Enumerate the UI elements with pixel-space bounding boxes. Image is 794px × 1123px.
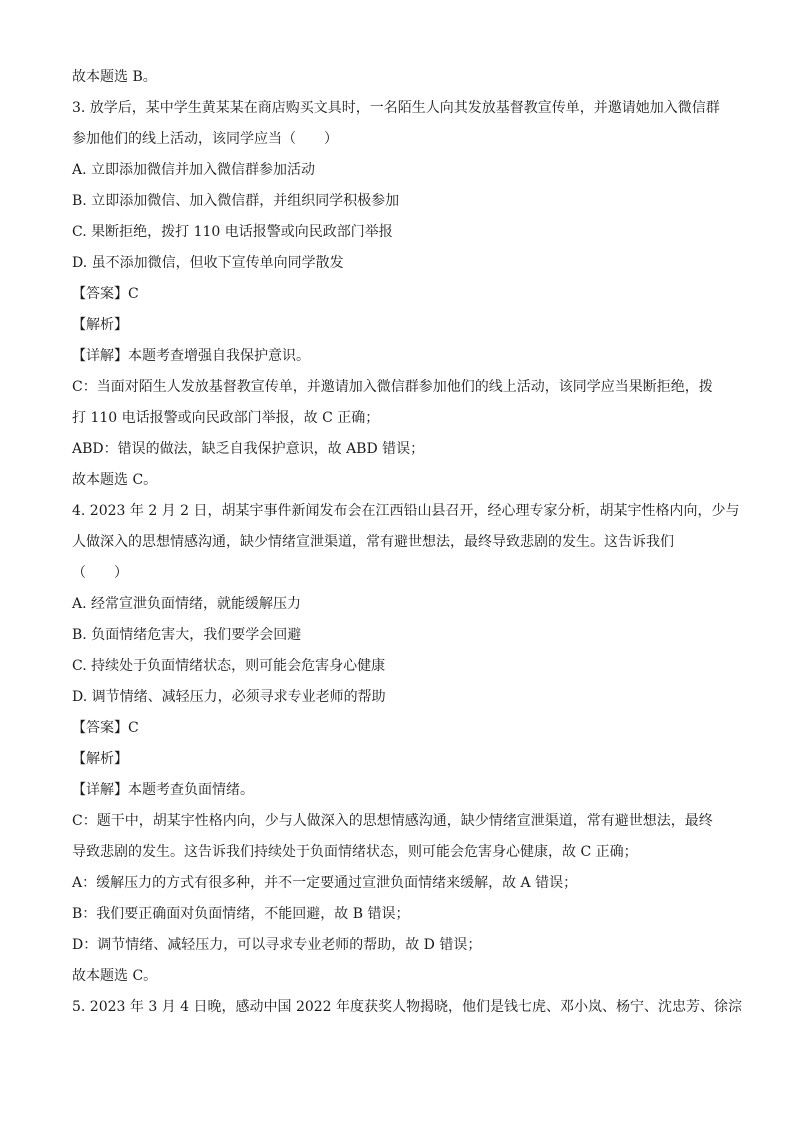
question-4-answer: 【答案】C xyxy=(72,720,139,736)
answer-conclusion-q3: 故本题选 C。 xyxy=(72,472,158,488)
question-3-option-c: C. 果断拒绝，拨打 110 电话报警或向民政部门举报 xyxy=(72,224,393,240)
question-4-detail-a: A：缓解压力的方式有很多种，并不一定要通过宣泄负面情绪来缓解，故 A 错误； xyxy=(72,875,578,891)
question-4-stem: 4. 2023 年 2 月 2 日，胡某宇事件新闻发布会在江西铅山县召开，经心理专家分析，胡某宇性格内向，少与 xyxy=(72,503,740,519)
answer-conclusion-q4: 故本题选 C。 xyxy=(72,968,158,984)
question-4-detail-c-cont: 导致悲剧的发生。这告诉我们持续处于负面情绪状态，则可能会危害身心健康，故 C 正确； xyxy=(72,844,638,860)
question-3-answer: 【答案】C xyxy=(72,286,139,302)
question-4-option-c: C. 持续处于负面情绪状态，则可能会危害身心健康 xyxy=(72,658,386,674)
question-4-analysis-heading: 【解析】 xyxy=(72,751,128,767)
question-4-detail: 【详解】本题考查负面情绪。 xyxy=(72,782,254,798)
question-3-option-d: D. 虽不添加微信，但收下宣传单向同学散发 xyxy=(72,255,344,271)
question-4-detail-b: B：我们要正确面对负面情绪，不能回避，故 B 错误； xyxy=(72,906,410,922)
question-3-option-b: B. 立即添加微信、加入微信群，并组织同学积极参加 xyxy=(72,193,400,209)
answer-conclusion-q2: 故本题选 B。 xyxy=(72,69,157,85)
question-4-option-b: B. 负面情绪危害大，我们要学会回避 xyxy=(72,627,302,643)
question-3-stem: 3. 放学后，某中学生黄某某在商店购买文具时，一名陌生人向其发放基督教宣传单，并邀请她加入微信群 xyxy=(72,100,720,116)
question-4-stem-cont: 人做深入的思想情感沟通，缺少情绪宣泄渠道，常有避世想法，最终导致悲剧的发生。这告诉我们 xyxy=(72,534,674,550)
question-4-detail-c: C：题干中，胡某宇性格内向，少与人做深入的思想情感沟通，缺少情绪宣泄渠道，常有避世想法，最终 xyxy=(72,813,713,829)
question-3-detail: 【详解】本题考查增强自我保护意识。 xyxy=(72,348,310,364)
question-3-detail-abd: ABD：错误的做法，缺乏自我保护意识，故 ABD 错误； xyxy=(72,441,425,457)
question-4-blank: （ ） xyxy=(72,565,128,581)
question-3-detail-c-cont: 打 110 电话报警或向民政部门举报，故 C 正确； xyxy=(72,410,380,426)
question-3-option-a: A. 立即添加微信并加入微信群参加活动 xyxy=(72,162,316,178)
question-4-detail-d: D：调节情绪、减轻压力，可以寻求专业老师的帮助，故 D 错误； xyxy=(72,937,482,953)
question-4-option-d: D. 调节情绪、减轻压力，必须寻求专业老师的帮助 xyxy=(72,689,386,705)
question-3-analysis-heading: 【解析】 xyxy=(72,317,128,333)
question-5-stem: 5. 2023 年 3 月 4 日晚，感动中国 2022 年度获奖人物揭晓，他们是钱七虎、邓小岚、杨宁、沈忠芳、徐淙 xyxy=(72,999,743,1015)
question-3-detail-c: C：当面对陌生人发放基督教宣传单，并邀请加入微信群参加他们的线上活动，该同学应当果断拒绝，拨 xyxy=(72,379,713,395)
question-4-option-a: A. 经常宣泄负面情绪，就能缓解压力 xyxy=(72,596,302,612)
question-3-stem-cont: 参加他们的线上活动，该同学应当（ ） xyxy=(72,131,338,147)
